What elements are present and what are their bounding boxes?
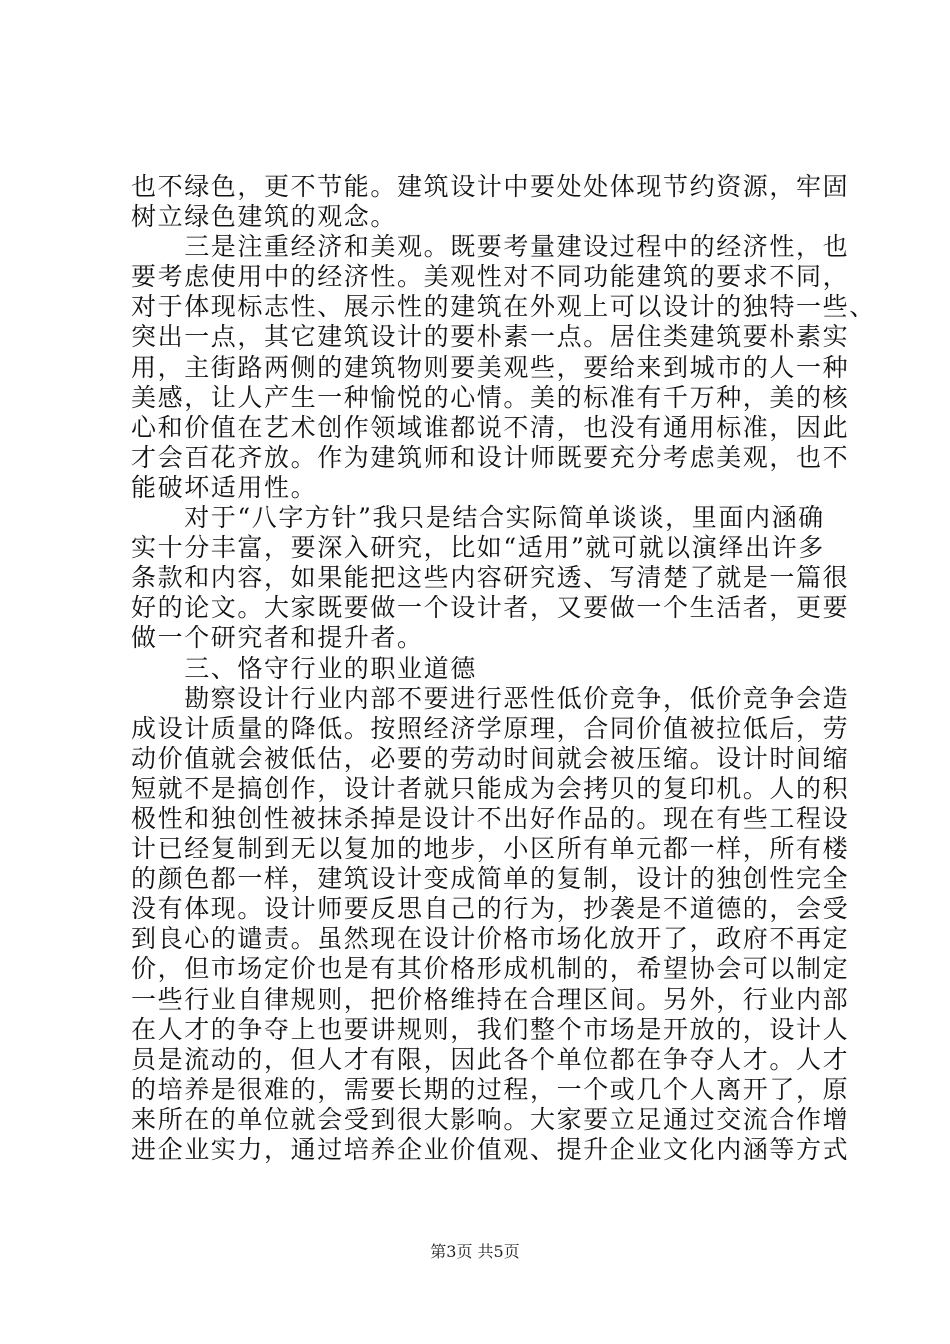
text-line: 员是流动的，但人才有限，因此各个单位都在争夺人才。人才 bbox=[131, 1044, 850, 1074]
text-line: 极性和独创性被抹杀掉是设计不出好作品的。现在有些工程设 bbox=[131, 803, 850, 833]
text-line: 对于“八字方针”我只是结合实际简单谈谈，里面内涵确 bbox=[131, 503, 825, 533]
text-line: 到良心的谴责。虽然现在设计价格市场化放开了，政府不再定 bbox=[131, 924, 850, 954]
text-line: 动价值就会被低估，必要的劳动时间就会被压缩。设计时间缩 bbox=[131, 743, 850, 773]
text-line: 三是注重经济和美观。既要考量建设过程中的经济性，也 bbox=[131, 232, 850, 262]
text-line: 才会百花齐放。作为建筑师和设计师既要充分考虑美观，也不 bbox=[131, 442, 850, 472]
text-line: 短就不是搞创作，设计者就只能成为会拷贝的复印机。人的积 bbox=[131, 773, 850, 803]
text-line: 好的论文。大家既要做一个设计者，又要做一个生活者，更要 bbox=[131, 593, 850, 623]
text-line: 心和价值在艺术创作领域谁都说不清，也没有通用标准，因此 bbox=[131, 412, 850, 442]
text-line: 用，主街路两侧的建筑物则要美观些，要给来到城市的人一种 bbox=[131, 352, 850, 382]
text-line: 计已经复制到无以复加的地步，小区所有单元都一样，所有楼 bbox=[131, 834, 850, 864]
text-line: 树立绿色建筑的观念。 bbox=[131, 202, 398, 232]
text-line: 实十分丰富，要深入研究，比如“适用”就可就以演绎出许多 bbox=[131, 533, 825, 563]
body-text bbox=[131, 172, 876, 1165]
text-line: 突出一点，其它建筑设计的要朴素一点。居住类建筑要朴素实 bbox=[131, 322, 850, 352]
text-line: 进企业实力，通过培养企业价值观、提升企业文化内涵等方式 bbox=[131, 1135, 850, 1164]
text-line: 在人才的争夺上也要讲规则，我们整个市场是开放的，设计人 bbox=[131, 1014, 850, 1044]
section-heading: 三、恪守行业的职业道德 bbox=[131, 653, 477, 683]
text-line: 来所在的单位就会受到很大影响。大家要立足通过交流合作增 bbox=[131, 1104, 850, 1134]
text-line: 条款和内容，如果能把这些内容研究透、写清楚了就是一篇很 bbox=[131, 563, 850, 593]
text-line: 成设计质量的降低。按照经济学原理，合同价值被拉低后，劳 bbox=[131, 713, 850, 743]
text-line: 的培养是很难的，需要长期的过程，一个或几个人离开了，原 bbox=[131, 1074, 850, 1104]
text-line: 的颜色都一样，建筑设计变成简单的复制，设计的独创性完全 bbox=[131, 864, 850, 894]
text-line: 也不绿色，更不节能。建筑设计中要处处体现节约资源，牢固 bbox=[131, 172, 850, 201]
text-line: 做一个研究者和提升者。 bbox=[131, 623, 424, 653]
text-line: 美感，让人产生一种愉悦的心情。美的标准有千万种，美的核 bbox=[131, 382, 850, 412]
text-line: 能破坏适用性。 bbox=[131, 472, 318, 502]
text-line: 价，但市场定价也是有其价格形成机制的，希望协会可以制定 bbox=[131, 954, 850, 984]
text-line: 要考虑使用中的经济性。美观性对不同功能建筑的要求不同， bbox=[131, 262, 850, 292]
text-line: 对于体现标志性、展示性的建筑在外观上可以设计的独特一些、 bbox=[131, 292, 876, 322]
text-line: 一些行业自律规则，把价格维持在合理区间。另外，行业内部 bbox=[131, 984, 850, 1014]
text-line: 没有体现。设计师要反思自己的行为，抄袭是不道德的，会受 bbox=[131, 894, 850, 924]
page-number-footer: 第3页 共5页 bbox=[430, 1242, 520, 1261]
text-line: 勘察设计行业内部不要进行恶性低价竞争，低价竞争会造 bbox=[131, 683, 850, 713]
